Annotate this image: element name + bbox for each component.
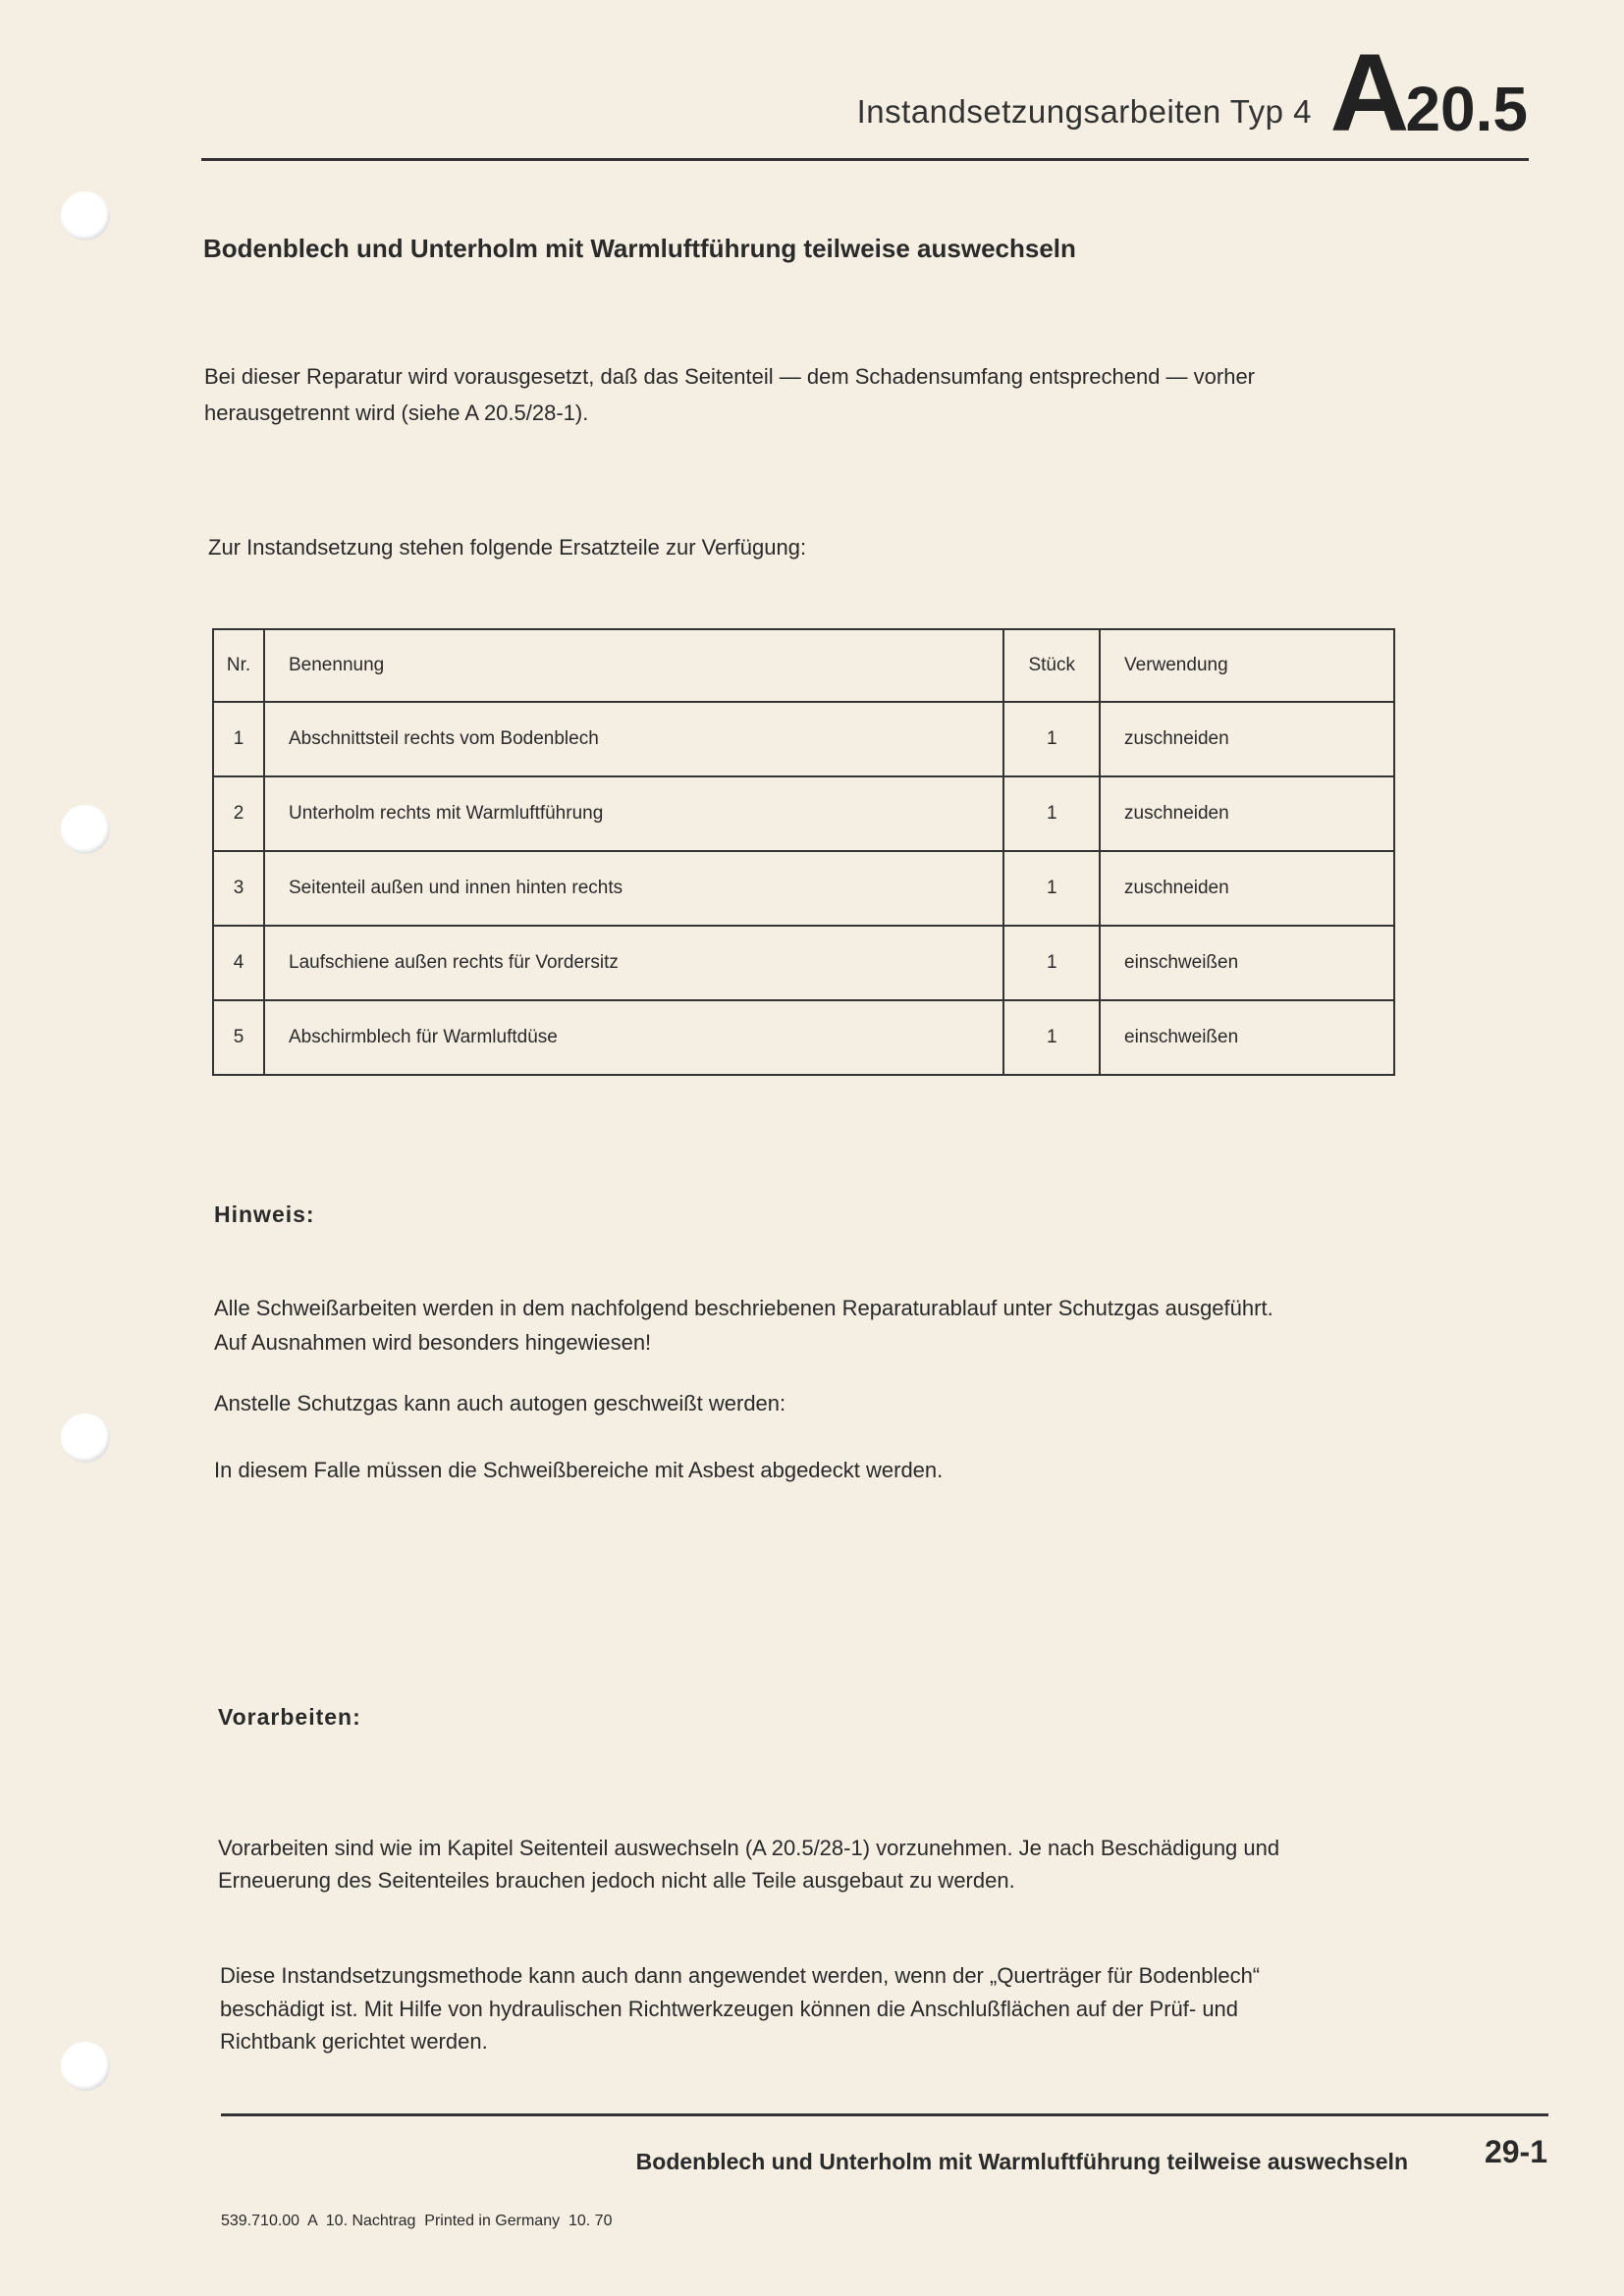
punch-hole (61, 805, 110, 854)
cell-nr: 4 (213, 926, 264, 1000)
hinweis-line: Anstelle Schutzgas kann auch autogen geschweißt werden: (214, 1391, 786, 1415)
header-verwendung: Verwendung (1100, 629, 1394, 702)
vorarbeiten-line: beschädigt ist. Mit Hilfe von hydraulischen Richtwerkzeugen können die Anschlußflächen auf der Prüf- und (220, 1997, 1239, 2021)
hinweis-line: Auf Ausnahmen wird besonders hingewiesen! (214, 1330, 652, 1355)
footer-title: Bodenblech und Unterholm mit Warmluftführung teilweise auswechseln (635, 2149, 1408, 2174)
table-row (213, 1000, 1394, 1075)
parts-table (212, 628, 1395, 1076)
hinweis-heading: Hinweis: (214, 1201, 315, 1227)
cell-stueck: 1 (1003, 1000, 1100, 1075)
vorarbeiten-line: Vorarbeiten sind wie im Kapitel Seitenteil auswechseln (A 20.5/28-1) vorzunehmen. Je nach Beschädigung und (218, 1836, 1280, 1860)
table-row (213, 851, 1394, 926)
vorarbeiten-line: Diese Instandsetzungsmethode kann auch dann angewendet werden, wenn der „Querträger für Bodenblech“ (220, 1963, 1261, 1988)
table-row (213, 926, 1394, 1000)
intro-line: herausgetrennt wird (siehe A 20.5/28-1). (204, 400, 589, 425)
cell-verwendung: zuschneiden (1100, 776, 1394, 851)
code-letter: A (1329, 31, 1406, 154)
cell-nr: 5 (213, 1000, 264, 1075)
cell-benennung: Abschirmblech für Warmluftdüse (264, 1000, 1003, 1075)
cell-nr: 1 (213, 702, 264, 776)
cell-benennung: Abschnittsteil rechts vom Bodenblech (264, 702, 1003, 776)
page-title: Bodenblech und Unterholm mit Warmluftführung teilweise auswechseln (203, 234, 1076, 263)
punch-hole (61, 2042, 110, 2091)
code-number: 20.5 (1405, 74, 1528, 144)
table-row (213, 702, 1394, 776)
header-nr: Nr. (213, 629, 264, 702)
cell-stueck: 1 (1003, 851, 1100, 926)
punch-hole (61, 191, 110, 240)
table-row (213, 776, 1394, 851)
page-number: 29-1 (1484, 2134, 1547, 2169)
parts-intro: Zur Instandsetzung stehen folgende Ersatzteile zur Verfügung: (208, 535, 807, 560)
intro-line: Bei dieser Reparatur wird vorausgesetzt, daß das Seitenteil — dem Schadensumfang entsprechend — vorher (204, 364, 1256, 389)
cell-benennung: Unterholm rechts mit Warmluftführung (264, 776, 1003, 851)
cell-nr: 2 (213, 776, 264, 851)
cell-verwendung: zuschneiden (1100, 851, 1394, 926)
header-stueck: Stück (1003, 629, 1100, 702)
table-header-row (213, 629, 1394, 702)
footer-rule (221, 2113, 1548, 2116)
cell-stueck: 1 (1003, 776, 1100, 851)
cell-nr: 3 (213, 851, 264, 926)
cell-benennung: Seitenteil außen und innen hinten rechts (264, 851, 1003, 926)
section-title: Instandsetzungsarbeiten Typ 4 (856, 93, 1312, 130)
cell-verwendung: zuschneiden (1100, 702, 1394, 776)
cell-benennung: Laufschiene außen rechts für Vordersitz (264, 926, 1003, 1000)
vorarbeiten-line: Richtbank gerichtet werden. (220, 2029, 488, 2054)
cell-stueck: 1 (1003, 926, 1100, 1000)
header-benennung: Benennung (264, 629, 1003, 702)
header-rule (201, 158, 1529, 161)
hinweis-line: In diesem Falle müssen die Schweißbereiche mit Asbest abgedeckt werden. (214, 1458, 944, 1482)
section-code (1330, 29, 1528, 156)
cell-verwendung: einschweißen (1100, 1000, 1394, 1075)
cell-stueck: 1 (1003, 702, 1100, 776)
punch-hole (61, 1414, 110, 1463)
hinweis-line: Alle Schweißarbeiten werden in dem nachfolgend beschriebenen Reparaturablauf unter Schutzgas ausgeführt. (214, 1296, 1273, 1320)
cell-verwendung: einschweißen (1100, 926, 1394, 1000)
imprint: 539.710.00 A 10. Nachtrag Printed in Germany 10. 70 (221, 2213, 613, 2229)
vorarbeiten-line: Erneuerung des Seitenteiles brauchen jedoch nicht alle Teile ausgebaut zu werden. (218, 1868, 1015, 1893)
vorarbeiten-heading: Vorarbeiten: (218, 1704, 361, 1730)
